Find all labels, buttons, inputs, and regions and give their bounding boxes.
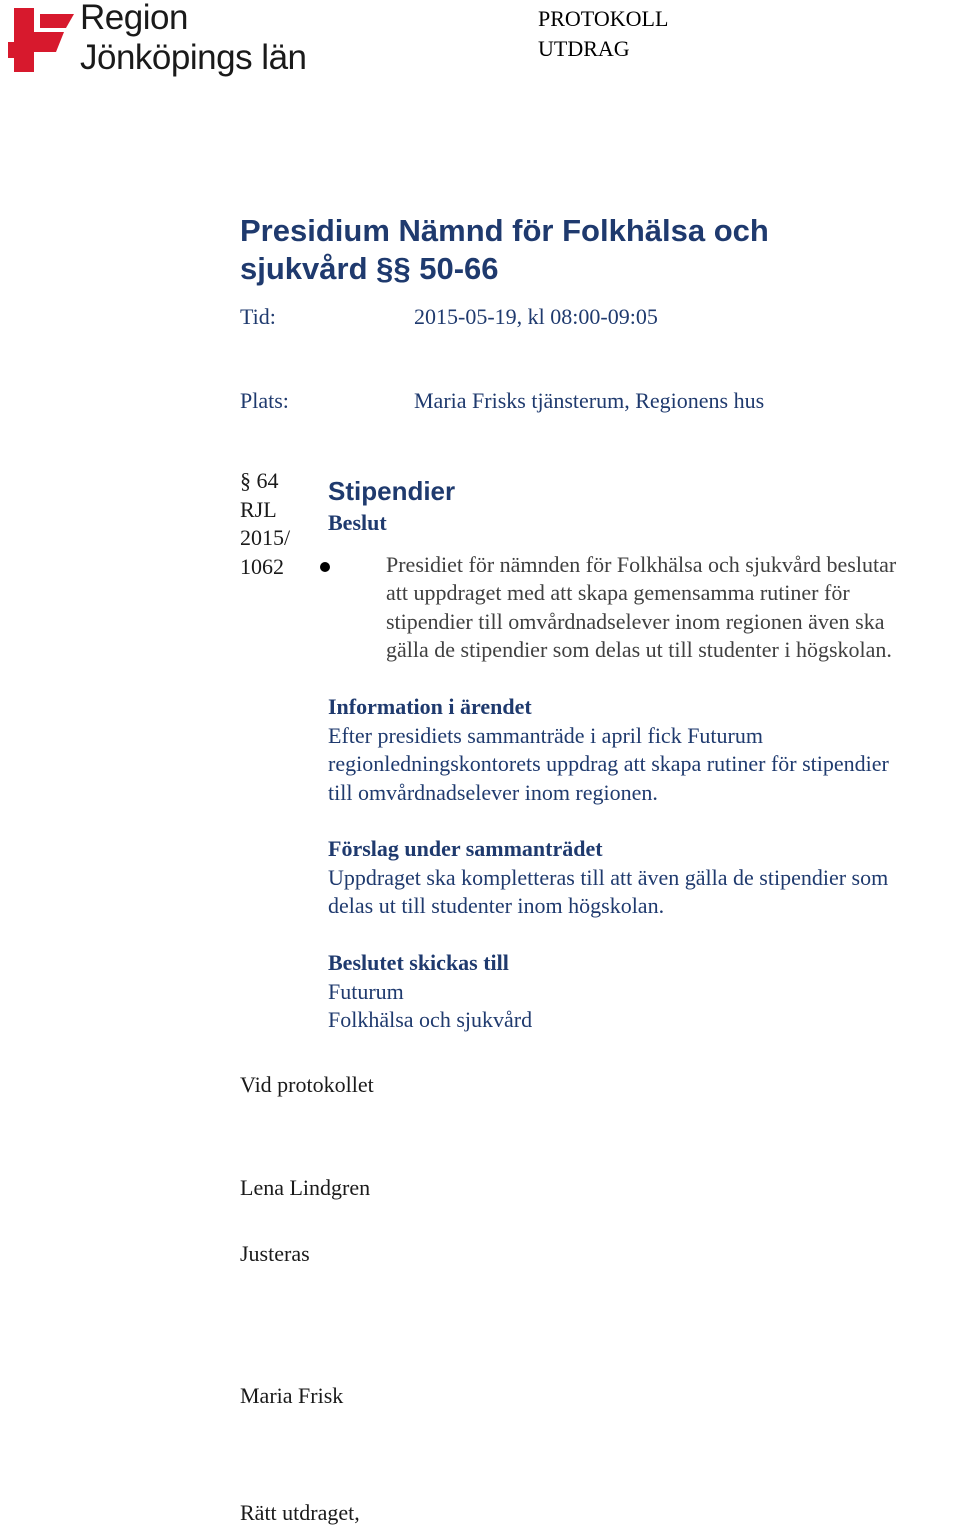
decision-line: Presidiet för nämnden för Folkhälsa och sjukvård beslutar <box>386 552 897 577</box>
info-line: regionledningskontorets uppdrag att skapa rutiner för stipendier <box>328 751 889 777</box>
decision-heading: Beslut <box>328 510 387 535</box>
proposal-line: Uppdraget ska kompletteras till att även gälla de stipendier som <box>328 865 889 890</box>
bullet-icon <box>320 562 330 572</box>
logo-text-line2: Jönköpings län <box>80 38 307 77</box>
place-label: Plats: <box>240 388 289 413</box>
certified-label: Rätt utdraget, <box>240 1500 360 1525</box>
info-heading: Information i ärendet <box>328 694 532 719</box>
item-reference-number: 1062 <box>240 554 284 579</box>
item-number: § 64 <box>240 468 279 493</box>
time-label: Tid: <box>240 304 276 329</box>
decision-line: stipendier till omvårdnadselever inom regionen även ska <box>386 608 885 634</box>
item-reference-prefix: RJL <box>240 497 277 522</box>
doc-type-line1: PROTOKOLL <box>538 6 669 31</box>
sent-to-heading: Beslutet skickas till <box>328 950 509 975</box>
sent-to-item: Futurum <box>328 979 404 1004</box>
sent-to-list <box>328 978 532 1035</box>
page-title-line2: sjukvård §§ 50-66 <box>240 251 499 286</box>
sent-to-item: Folkhälsa och sjukvård <box>328 1007 533 1033</box>
proposal-line: delas ut till studenter inom högskolan. <box>328 893 665 919</box>
decision-line: att uppdraget med att skapa gemensamma rutiner för <box>386 580 850 606</box>
proposal-text <box>328 864 888 921</box>
page-title-line1: Presidium Nämnd för Folkhälsa och <box>240 213 769 248</box>
region-logo-icon <box>6 2 76 72</box>
info-line: till omvårdnadselever inom regionen. <box>328 779 658 805</box>
info-text <box>328 722 889 807</box>
info-line: Efter presidiets sammanträde i april fick Futurum <box>328 723 763 748</box>
doc-type-line2: UTDRAG <box>538 36 630 61</box>
item-heading: Stipendier <box>328 476 456 506</box>
adjusted-label: Justeras <box>240 1241 310 1266</box>
decision-text <box>386 551 896 665</box>
decision-line: gälla de stipendier som delas ut till studenter i högskolan. <box>386 637 892 663</box>
time-value: 2015-05-19, kl 08:00-09:05 <box>414 304 658 329</box>
secretary-name: Lena Lindgren <box>240 1175 371 1200</box>
proposal-heading: Förslag under sammanträdet <box>328 836 603 861</box>
logo-text-line1: Region <box>80 0 188 37</box>
item-reference-year: 2015/ <box>240 525 291 550</box>
place-value: Maria Frisks tjänsterum, Regionens hus <box>414 388 765 413</box>
minutes-label: Vid protokollet <box>240 1072 374 1097</box>
adjuster-name: Maria Frisk <box>240 1383 344 1408</box>
